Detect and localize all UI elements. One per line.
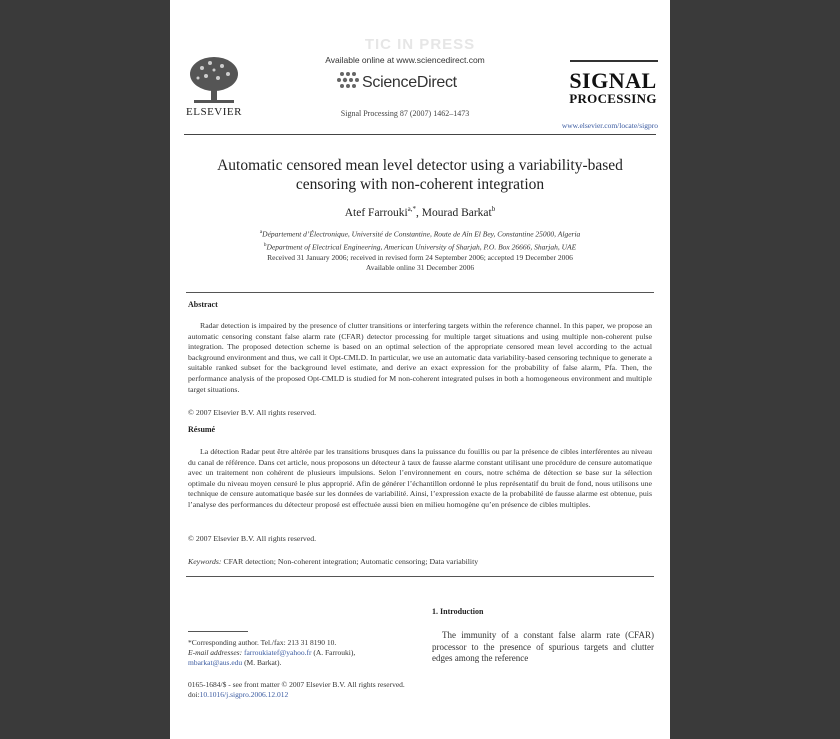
footnote-rule	[188, 631, 248, 632]
affiliation-a: $^a$Département d’Électronique, Université de Constantine, Route de Aïn El Bey, Constantine 25000, Algeria	[259, 229, 581, 239]
author-name: Atef Farrouki	[344, 206, 408, 219]
doi-label: doi:	[188, 690, 200, 699]
resume-copyright: © 2007 Elsevier B.V. All rights reserved.	[188, 534, 317, 543]
doi-link[interactable]: 10.1016/j.sigpro.2006.12.012	[199, 690, 289, 699]
resume-text: La détection Radar peut être altérée par les transitions brusques dans la puissance du fouillis ou par la présence de cibles interférentes au niveau du canal de référence. Dans cet article, nous proposons un détecteur à taux de fausse alarme constant utilisant une procédure de censure automatique avec un traitement non cohérent de plusieurs impulsions. Selon l’environnement en cours, notre schéma de détection se base sur la sélection optimale du niveau moyen censuré le plus approprié. Afin de générer l’échantillon ordonné le plus représentatif du bruit de fond, nous utilisons une technique de censure automatique basée sur les données de variabilité. Ainsi, l’expression exacte de la probabilité de fausse alarme est obtenue, puis l’analyse des performances du détecteur proposé est effectuée aussi bien en milieu homogène qu’en présence de cibles multiples.	[188, 447, 652, 509]
abstract-top-rule	[186, 292, 654, 293]
journal-reference: Signal Processing 87 (2007) 1462–1473	[340, 109, 470, 118]
email-label: E-mail addresses:	[188, 648, 243, 657]
journal-logo-line1: SIGNAL	[569, 68, 657, 93]
received-dates: Received 31 January 2006; received in revised form 24 September 2006; accepted 19 December 2006	[267, 253, 573, 262]
publisher-name: ELSEVIER	[186, 106, 242, 118]
abstract-heading: Abstract	[188, 300, 218, 309]
email-owner: (M. Barkat).	[242, 658, 282, 667]
author-superscript: b	[491, 205, 496, 213]
journal-logo-line2: PROCESSING	[569, 91, 657, 106]
doi-line	[188, 690, 518, 700]
journal-logo	[568, 70, 658, 106]
email-owner: (A. Farrouki),	[311, 648, 356, 657]
available-date: Available online 31 December 2006	[365, 263, 475, 272]
affiliation-marker: a	[259, 229, 263, 235]
resume-heading: Résumé	[188, 425, 216, 434]
front-matter-line: 0165-1684/$ - see front matter © 2007 Elsevier B.V. All rights reserved.	[188, 680, 405, 689]
journal-logo-rule	[570, 60, 658, 62]
email-link[interactable]: farroukiatef@yahoo.fr	[243, 648, 312, 657]
author-name: Mourad Barkat	[421, 206, 492, 219]
abstract-copyright: © 2007 Elsevier B.V. All rights reserved.	[188, 408, 317, 417]
affiliations	[180, 227, 660, 252]
abstract-text: Radar detection is impaired by the presence of clutter transitions or interfering targets within the reference channel. In this paper, we propose an automatic censoring constant false alarm rate (CFAR) detector processing for multiple target situations and using multiple non-coherent pulse integration. The proposed detection scheme is based on an optimal selection of the appropriate censored mean level according to the actual background environment and thus, we call it Opt-CMLD. In particular, we use an automatic data variability-based censoring technique to generate a suitable ranked subset for the background level estimate, and derive an exact expression for the probability of false alarm, Pfa. Then, the performance analysis of the proposed Opt-CMLD is studied for M non-coherent integrated pulses in both a homogeneous environment and multiple target situations.	[188, 321, 652, 394]
paper-page	[170, 0, 670, 739]
email-link[interactable]: mbarkat@aus.edu	[188, 658, 243, 667]
email-line-2	[188, 658, 418, 668]
author-separator: ,	[416, 206, 422, 219]
abstract-bottom-rule	[186, 576, 654, 577]
title-line-1: Automatic censored mean level detector using a variability-based	[217, 157, 623, 174]
affiliation-b: $^b$Department of Electrical Engineering, American University of Sharjah, P.O. Box 26666, Sharjah, UAE	[263, 241, 577, 251]
header-divider	[184, 134, 656, 135]
affiliation-marker: b	[263, 241, 267, 248]
keywords-line	[188, 557, 478, 566]
journal-url-link[interactable]: www.elsevier.com/locate/sigpro	[561, 121, 658, 130]
sciencedirect-wordmark: ScienceDirect	[362, 74, 457, 91]
introduction-heading: 1. Introduction	[432, 607, 484, 616]
footnote	[188, 638, 418, 668]
watermark-text: TIC IN PRESS	[364, 36, 476, 53]
available-online-text: Available online at www.sciencedirect.com	[325, 55, 485, 65]
introduction-text: The immunity of a constant false alarm rate (CFAR) processor to the presence of spurious targets and clutter edges among the reference	[432, 630, 654, 663]
corresponding-author: *Corresponding author. Tel./fax: 213 31 8190 10.	[188, 638, 337, 647]
article-title	[180, 156, 660, 194]
author-list	[180, 205, 660, 219]
front-matter	[188, 680, 518, 700]
author-superscript: a,*	[407, 205, 417, 213]
title-line-2: censoring with non-coherent integration	[295, 176, 545, 193]
email-line	[188, 648, 418, 658]
keywords-text: CFAR detection; Non-coherent integration; Automatic censoring; Data variability	[223, 557, 479, 566]
article-history	[210, 253, 630, 273]
keywords-label: Keywords:	[188, 557, 222, 566]
